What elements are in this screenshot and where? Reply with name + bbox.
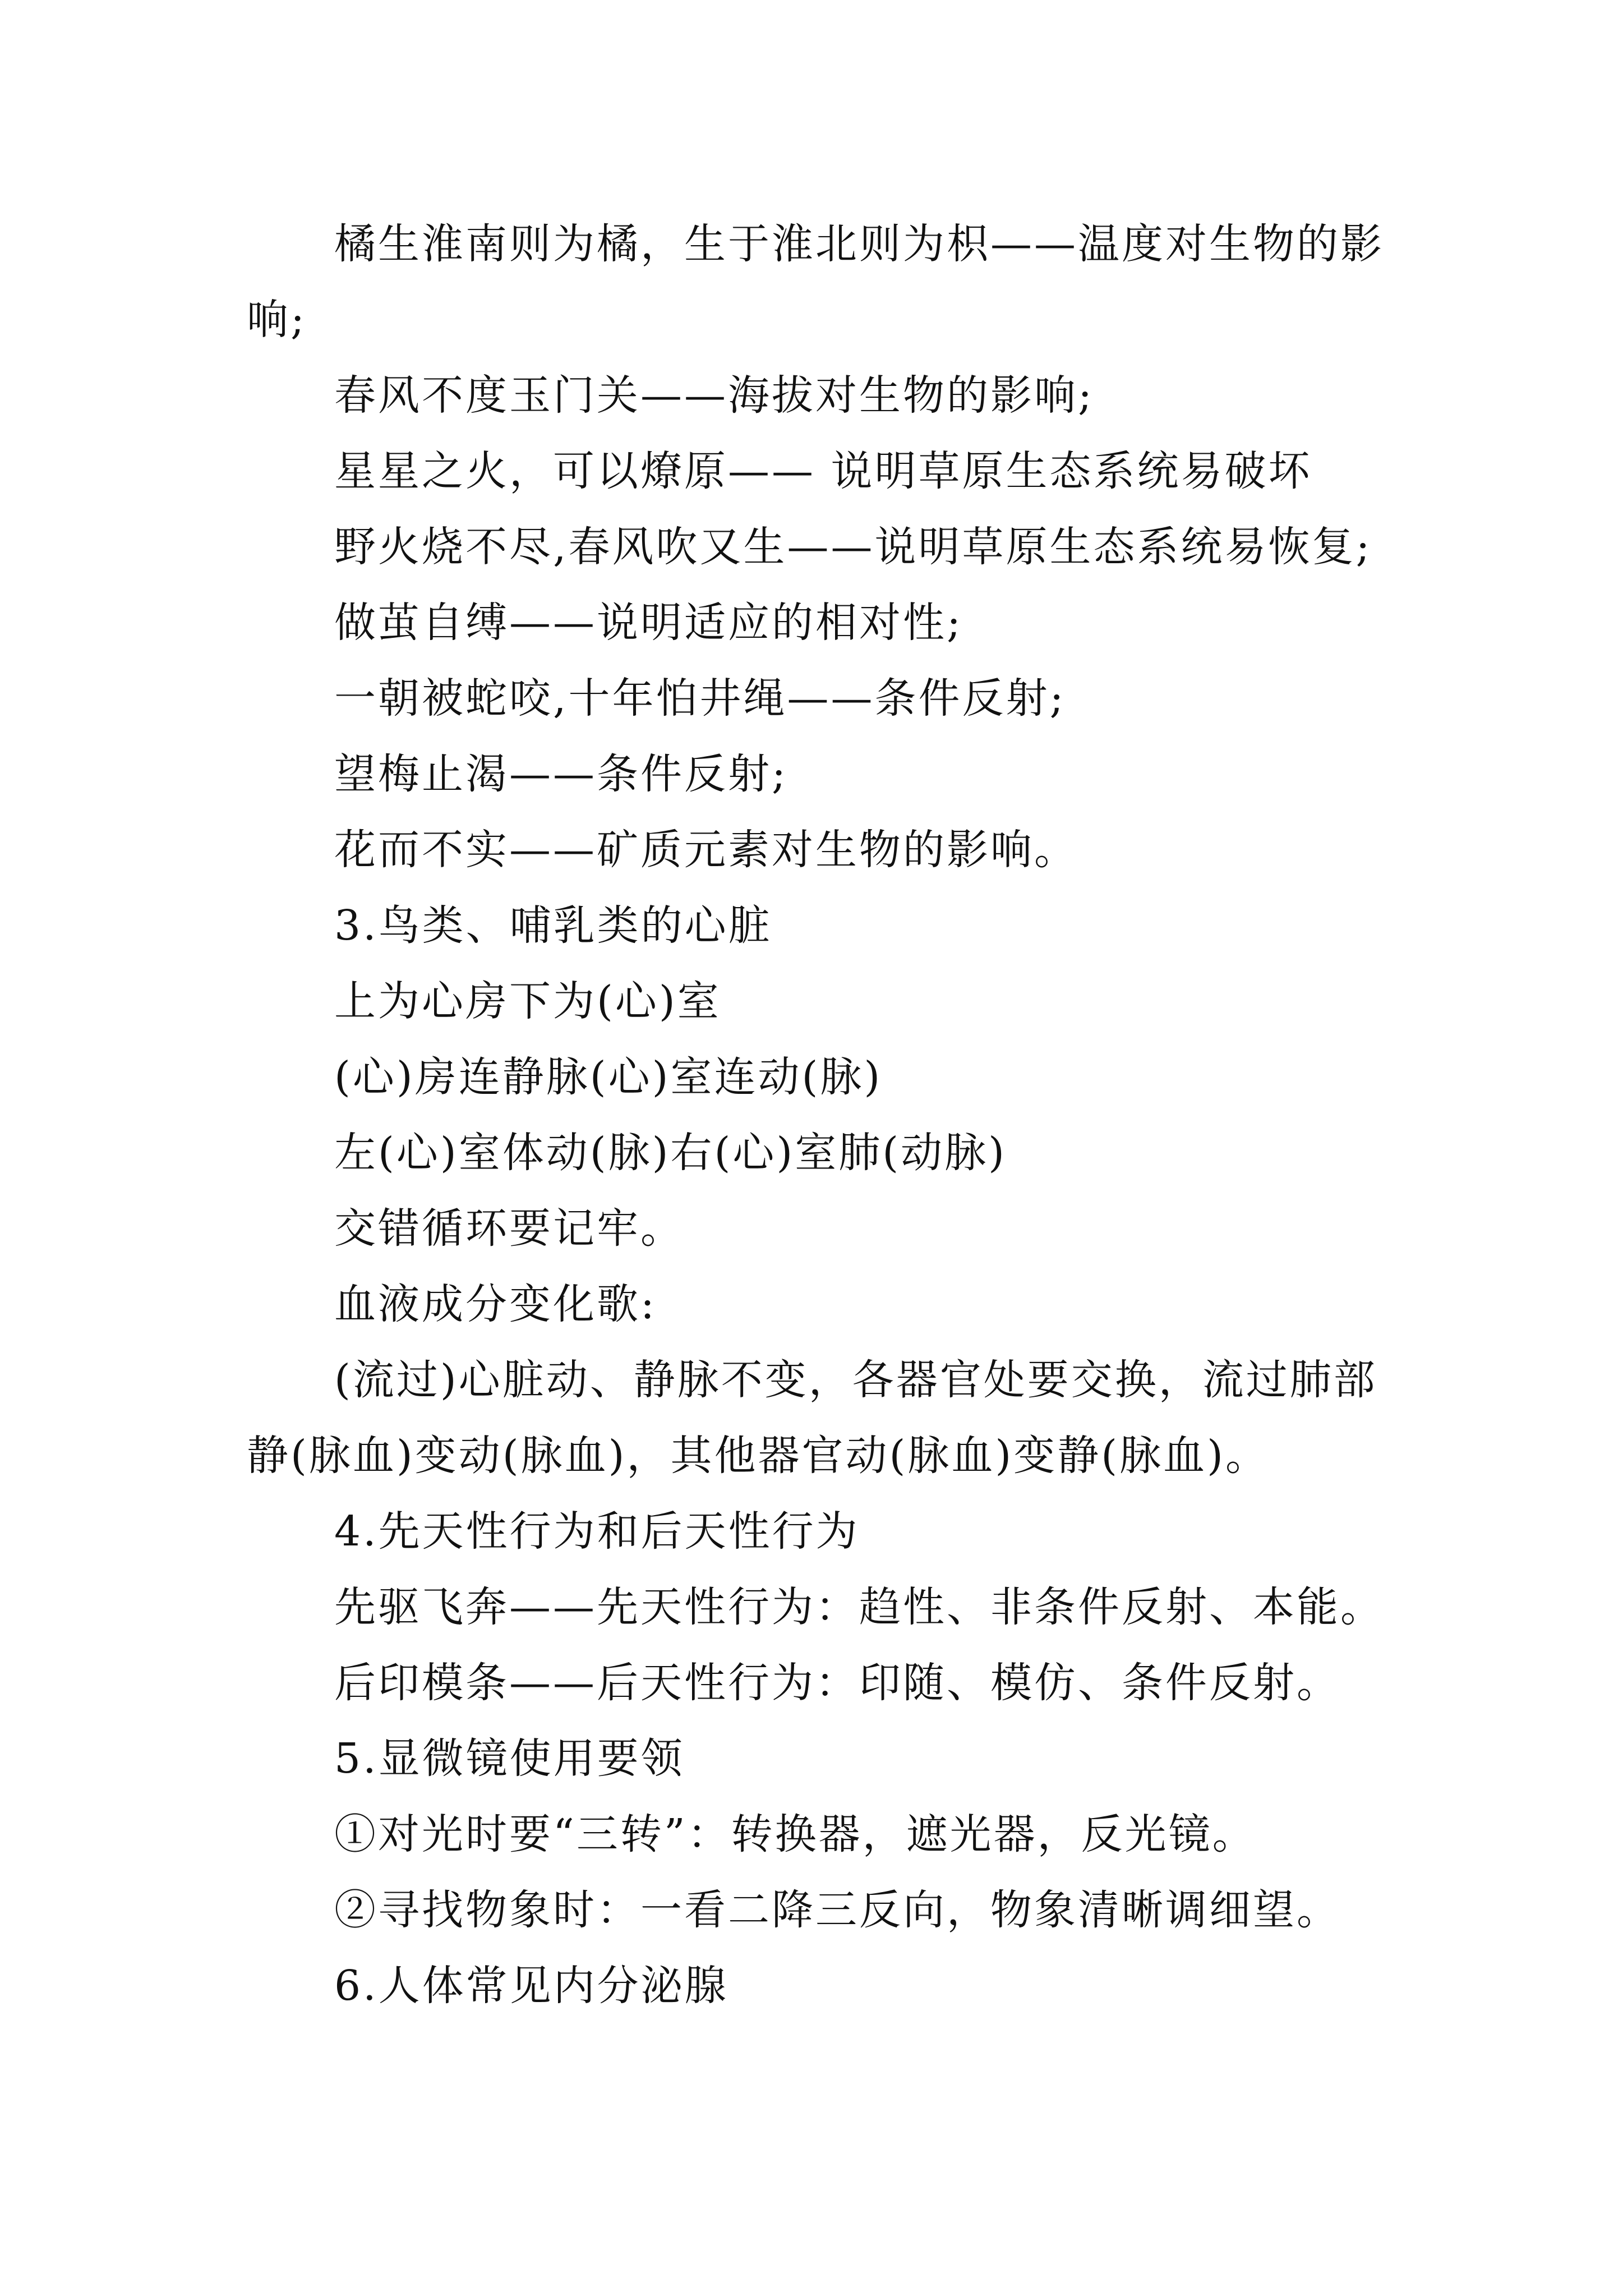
text-line: 一朝被蛇咬,十年怕井绳——条件反射; bbox=[334, 674, 1066, 723]
text-line: 左(心)室体动(脉)右(心)室肺(动脉) bbox=[334, 1129, 1007, 1177]
section-heading: 4.先天性行为和后天性行为 bbox=[334, 1507, 860, 1556]
text-line: 静(脉血)变动(脉血)，其他器官动(脉血)变静(脉血)。 bbox=[247, 1432, 1269, 1480]
text-line: 上为心房下为(心)室 bbox=[334, 977, 721, 1025]
text-line: 交错循环要记牢。 bbox=[334, 1204, 684, 1253]
text-line: 花而不实——矿质元素对生物的影响。 bbox=[334, 826, 1078, 874]
text-line: 望梅止渴——条件反射; bbox=[334, 750, 788, 798]
text-line: 春风不度玉门关——海拔对生物的影响; bbox=[334, 371, 1094, 420]
text-line: 橘生淮南则为橘，生于淮北则为枳——温度对生物的影 bbox=[334, 220, 1384, 268]
text-line: 血液成分变化歌: bbox=[334, 1280, 657, 1328]
text-line: 做茧自缚——说明适应的相对性; bbox=[334, 599, 963, 647]
text-line: 响; bbox=[247, 296, 307, 344]
section-heading: 6.人体常见内分泌腺 bbox=[334, 1962, 728, 2010]
text-line: (心)房连静脉(心)室连动(脉) bbox=[334, 1053, 883, 1101]
section-heading: 3.鸟类、哺乳类的心脏 bbox=[334, 901, 772, 950]
text-line: ①对光时要“三转”：转换器，遮光器，反光镜。 bbox=[334, 1810, 1256, 1858]
text-line: (流过)心脏动、静脉不变，各器官处要交换，流过肺部 bbox=[334, 1356, 1377, 1404]
text-line: 星星之火，可以燎原—— 说明草原生态系统易破坏 bbox=[334, 447, 1312, 495]
text-line: 先驱飞奔——先天性行为：趋性、非条件反射、本能。 bbox=[334, 1583, 1384, 1631]
text-line: 后印模条——后天性行为：印随、模仿、条件反射。 bbox=[334, 1659, 1340, 1707]
section-heading: 5.显微镜使用要领 bbox=[334, 1734, 685, 1783]
text-line: 野火烧不尽,春风吹又生——说明草原生态系统易恢复; bbox=[334, 523, 1372, 571]
text-line: ②寻找物象时：一看二降三反向，物象清晰调细望。 bbox=[334, 1886, 1340, 1934]
